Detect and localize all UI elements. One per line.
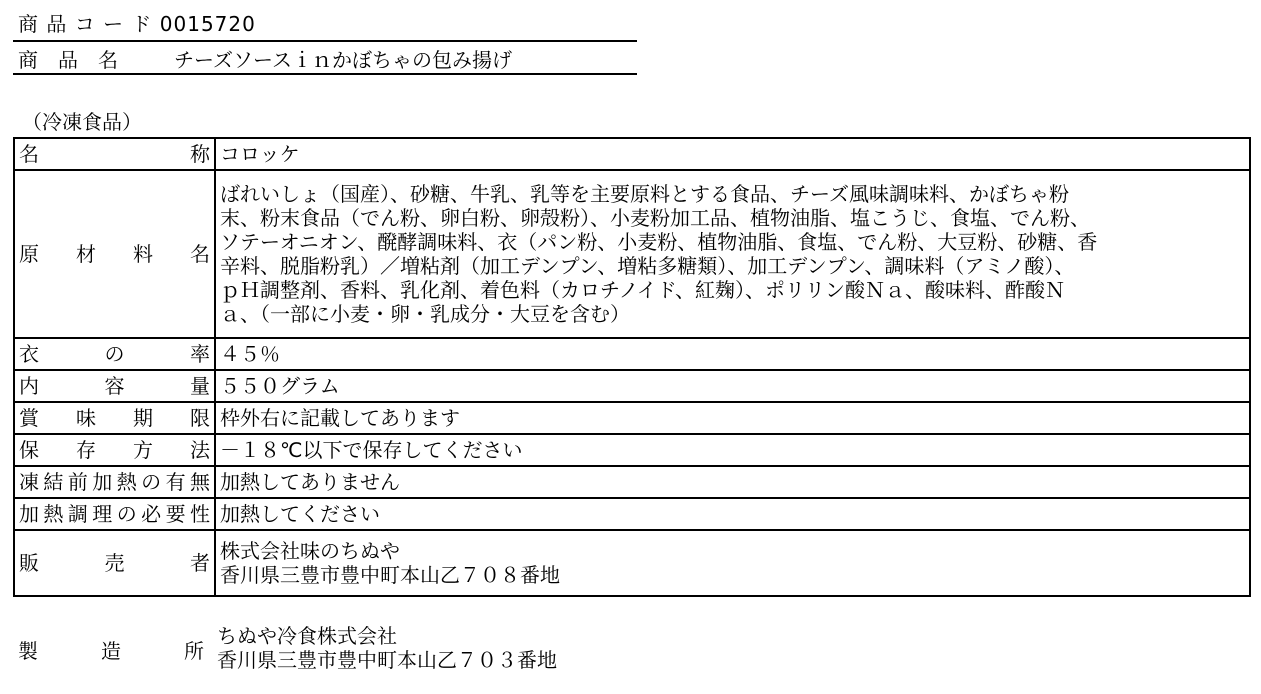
table-row [14,138,1250,170]
product-code: 商 品 コ ー ド 0015720 [18,12,256,36]
row-label: 加熱調理の必要性 [14,498,215,530]
row-label: 凍結前加熱の有無 [14,466,215,498]
row-value-contents: ５５０グラム [215,370,1250,402]
row-label: 保 存 方 法 [14,434,215,466]
seller-name: 株式会社味のちぬや [220,539,400,563]
ingredients-line: ｐＨ調整剤、香料、乳化剤、着色料（カロチノイド、紅麹）、ポリリン酸Ｎａ、酸味料、酢酸Ｎ [220,278,1065,302]
product-name: チーズソースｉｎかぼちゃの包み揚げ [174,48,512,72]
row-value-coating: ４５％ [215,338,1250,370]
row-value-seller [215,530,1250,596]
ingredients-line: 辛料、脱脂粉乳）／増粘剤（加工デンプン、増粘多糖類）、加工デンプン、調味料（アミノ酸）、 [220,254,1075,278]
row-label: 内 容 量 [14,370,215,402]
table-row [14,498,1250,530]
table-row [14,170,1250,338]
table-row [14,338,1250,370]
row-value-ingredients [215,170,1250,338]
manufacturer-label: 製 造 所 [18,639,204,663]
manufacturer-address: 香川県三豊市豊中町本山乙７０３番地 [217,648,557,672]
table-row [14,466,1250,498]
ingredients-line: 末、粉末食品（でん粉、卵白粉、卵殻粉）、小麦粉加工品、植物油脂、塩こうじ、食塩、でん粉、 [220,206,1090,230]
product-name-label: 商 品 名 [18,48,118,72]
divider [13,73,637,75]
row-label: 名 称 [14,138,215,170]
table-row [14,530,1250,596]
label-table [13,137,1251,597]
row-value-cooking: 加熱してください [215,498,1250,530]
ingredients-line: ａ、（一部に小麦・卵・乳成分・大豆を含む） [220,302,630,326]
product-name-line [18,44,512,73]
row-value-preheated: 加熱してありません [215,466,1250,498]
row-label: 賞 味 期 限 [14,402,215,434]
row-label: 衣 の 率 [14,338,215,370]
manufacturer-value [217,624,557,672]
product-category: （冷凍食品） [22,110,142,134]
seller-address: 香川県三豊市豊中町本山乙７０８番地 [220,563,560,587]
manufacturer-name: ちぬや冷食株式会社 [217,624,397,648]
divider [13,40,637,42]
table-row [14,434,1250,466]
row-value-best-before: 枠外右に記載してあります [215,402,1250,434]
table-row [14,402,1250,434]
table-row [14,370,1250,402]
row-label: 原 材 料 名 [14,170,215,338]
row-value-name: コロッケ [215,138,1250,170]
ingredients-line: ソテーオニオン、醗酵調味料、衣（パン粉、小麦粉、植物油脂、食塩、でん粉、大豆粉、砂糖、香 [220,230,1098,254]
row-value-storage: －１８℃以下で保存してください [215,434,1250,466]
row-label: 販 売 者 [14,530,215,596]
ingredients-line: ばれいしょ（国産）、砂糖、牛乳、乳等を主要原料とする食品、チーズ風味調味料、かぼちゃ粉 [220,182,1069,206]
